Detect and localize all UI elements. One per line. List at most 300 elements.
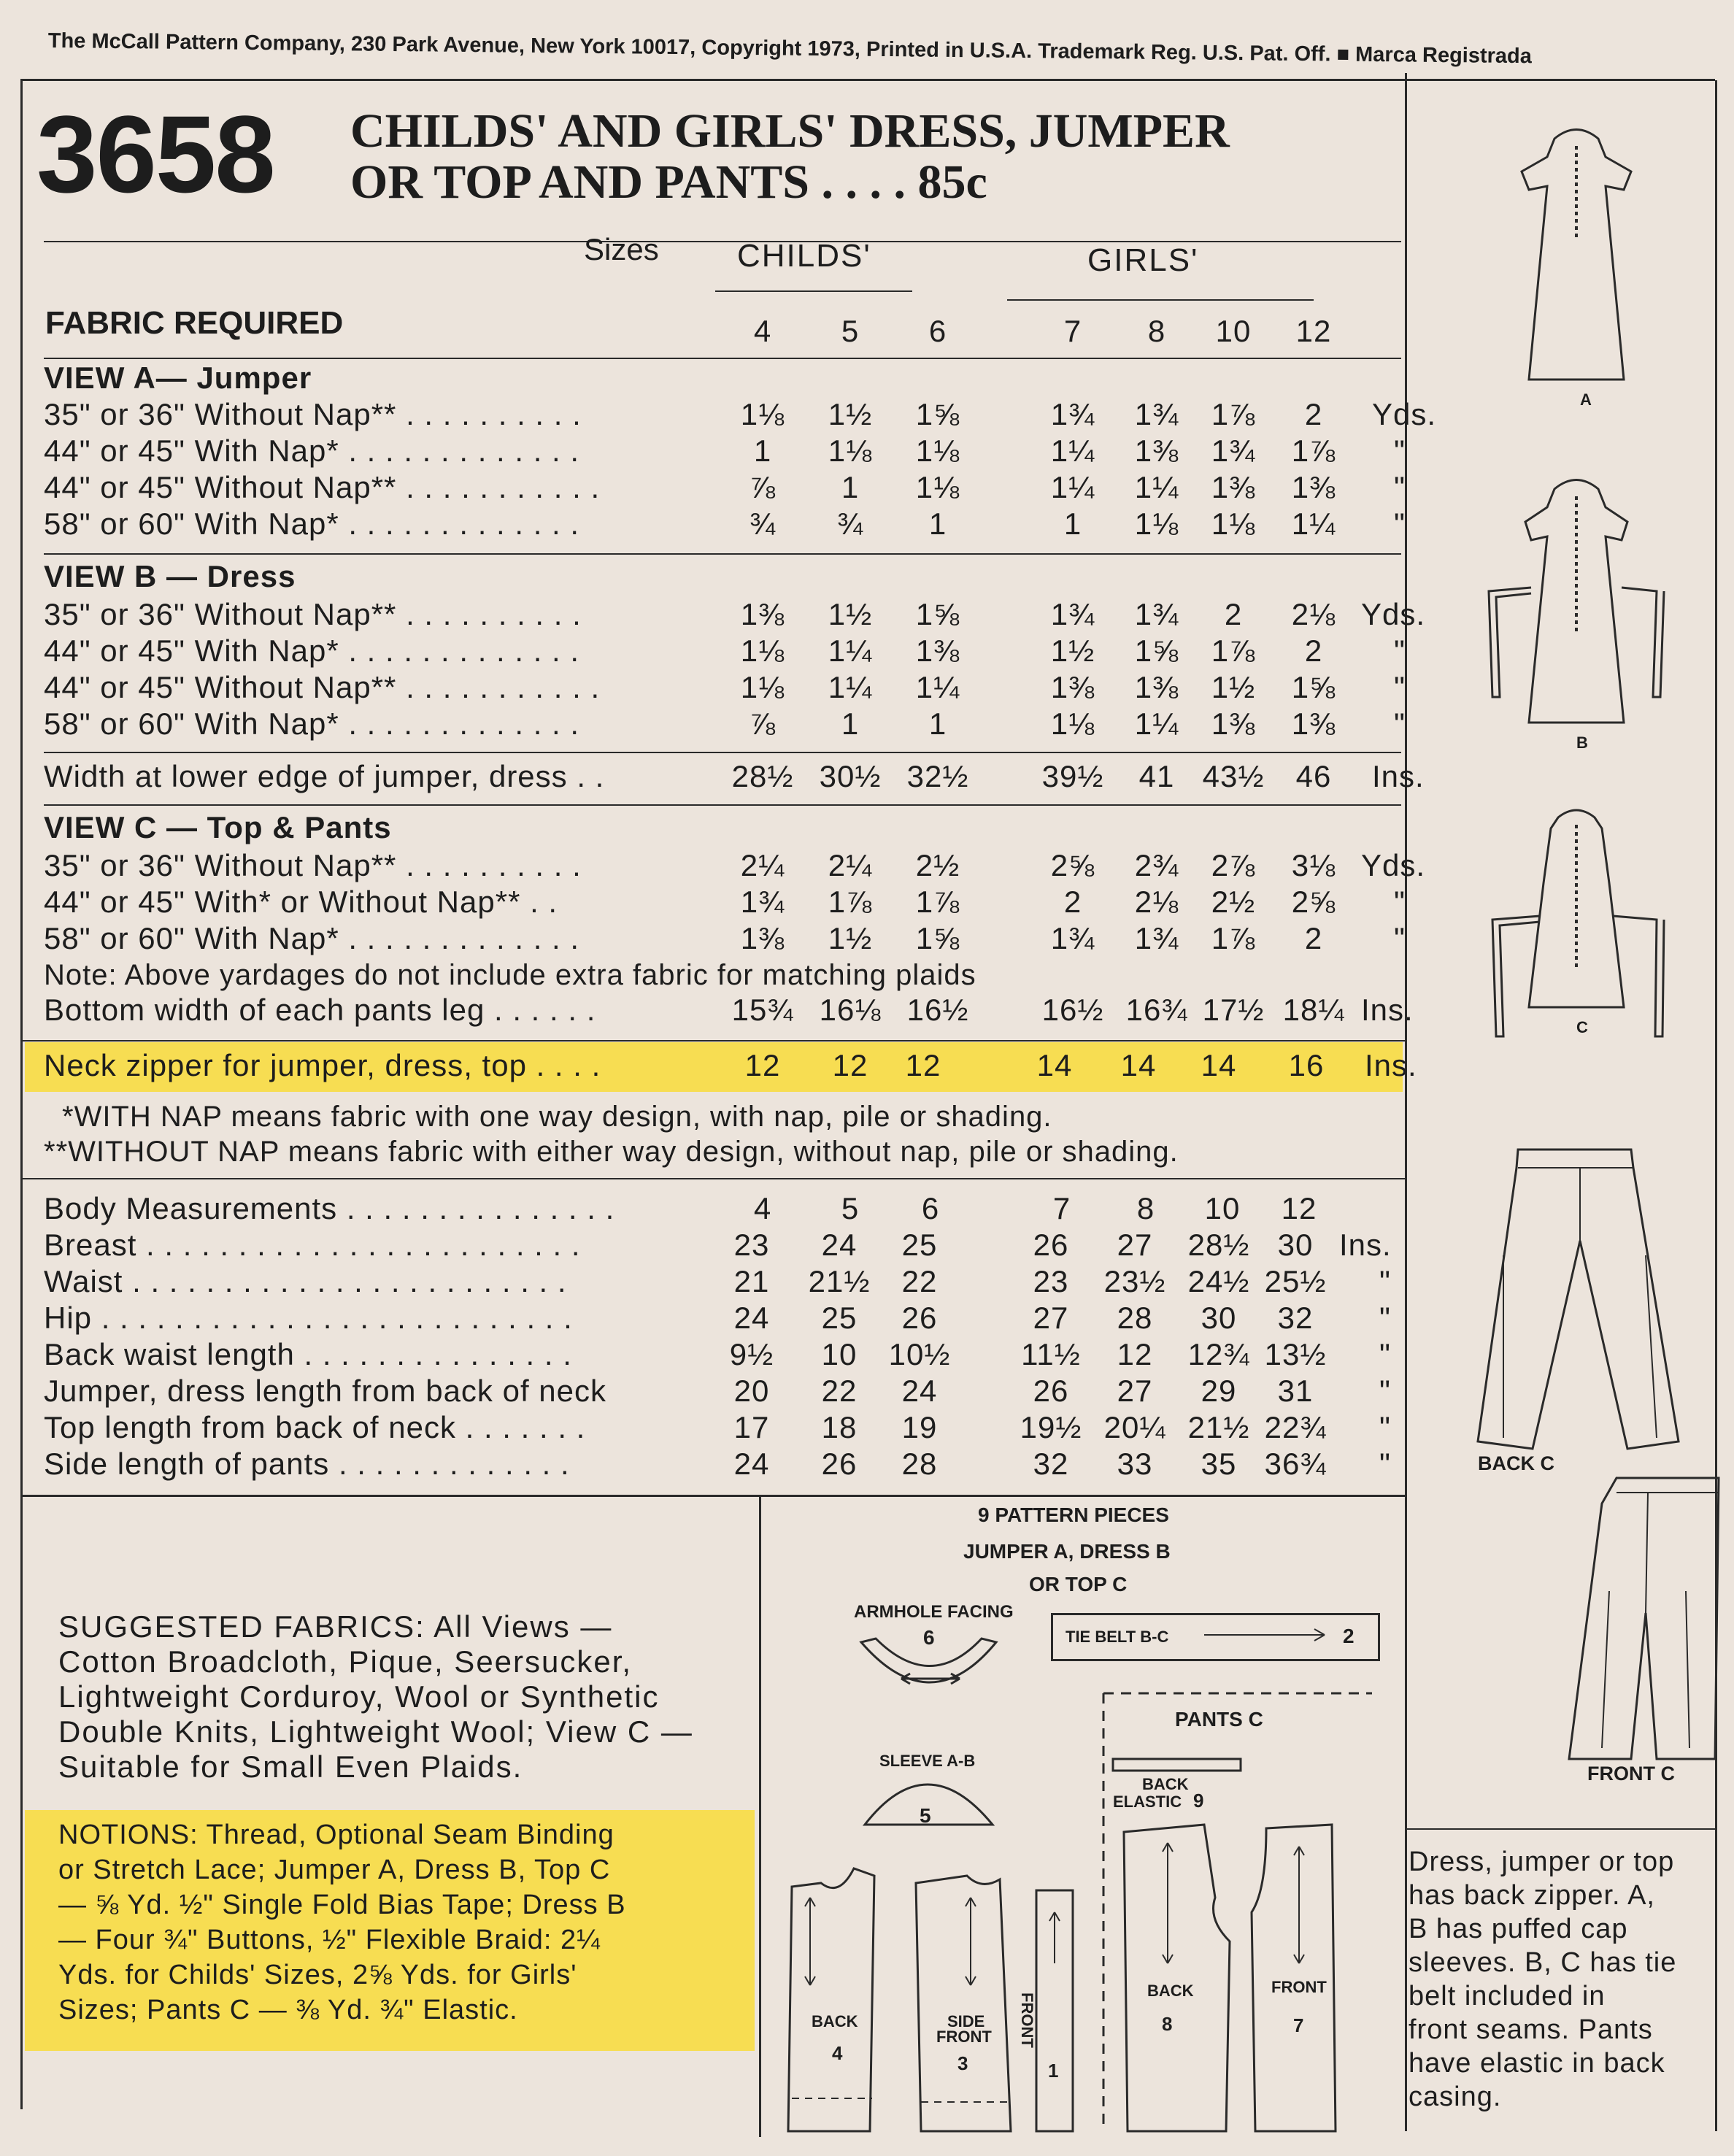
cell: 2¼ (740, 848, 785, 882)
cell: 1 (841, 470, 860, 504)
row-label: 44" or 45" With* or Without Nap** . . (44, 885, 558, 919)
cell: 19 (901, 1410, 938, 1444)
cell: 1⅛ (915, 434, 960, 468)
cell: 1 (928, 507, 947, 541)
size-header-row (44, 314, 1401, 350)
cell: 14 (1120, 1048, 1157, 1082)
cell: 27 (1117, 1374, 1153, 1408)
cell: 2⅛ (1291, 597, 1336, 631)
row-label: Side length of pants . . . . . . . . . . . . . (44, 1447, 570, 1481)
description-line: sleeves. B, C has tie (1409, 1947, 1677, 1978)
size-4: 4 (753, 314, 772, 348)
cell: 7 (1052, 1191, 1071, 1225)
cell: 1⅞ (1211, 921, 1256, 955)
waist-row (44, 1264, 1401, 1301)
jumper-length-row (44, 1374, 1401, 1410)
row-label: 58" or 60" With Nap* . . . . . . . . . . . . . (44, 707, 580, 741)
front-1-number: 1 (1048, 2060, 1059, 2082)
back-elastic-label-2: ELASTIC (1113, 1793, 1182, 1811)
cell: 1⅜ (1291, 470, 1336, 504)
tie-belt-label: TIE BELT B-C (1066, 1628, 1169, 1646)
description-line: belt included in (1409, 1981, 1606, 2011)
cell: 1 (753, 434, 772, 468)
cell: 11½ (1021, 1337, 1081, 1371)
cell: 1½ (828, 597, 873, 631)
view-a-row-4 (44, 507, 1406, 543)
cell: 39½ (1041, 759, 1104, 793)
suggested-fabrics (58, 1609, 693, 1785)
cell: 1¾ (1050, 597, 1095, 631)
row-label: 44" or 45" Without Nap** . . . . . . . . . . . (44, 470, 601, 504)
row-label: Width at lower edge of jumper, dress . . (44, 759, 605, 793)
bottom-width-row (44, 993, 1414, 1029)
fabrics-line: Lightweight Corduroy, Wool or Synthetic (58, 1679, 660, 1714)
body-measurements-header (44, 1191, 1401, 1228)
cell: 1⅞ (915, 885, 960, 919)
cell: 1⅜ (915, 634, 960, 668)
cell: 2¼ (828, 848, 873, 882)
bottom-divider (759, 1495, 761, 2137)
back-c-label: BACK C (1478, 1452, 1554, 1474)
cell: 20 (733, 1374, 770, 1408)
back-elastic-label: BACK (1142, 1775, 1189, 1793)
cell: 9½ (729, 1337, 774, 1371)
cell: 2 (1304, 397, 1323, 431)
view-c-row-2 (44, 885, 1406, 921)
tie-belt-number: 2 (1343, 1625, 1355, 1647)
cell: 22 (901, 1264, 938, 1298)
cell: 46 (1295, 759, 1332, 793)
pants-front-7-arrow (1294, 1847, 1304, 1963)
row-label: Top length from back of neck . . . . . . . (44, 1410, 586, 1444)
cell: 1½ (1050, 634, 1095, 668)
cell: 4 (753, 1191, 772, 1225)
cell: 33 (1117, 1447, 1153, 1481)
cell: 1⅛ (740, 397, 785, 431)
cell: 1⅝ (915, 597, 960, 631)
description (1409, 1845, 1676, 2114)
notions-line: or Stretch Lace; Jumper A, Dress B, Top C (58, 1855, 611, 1885)
cell: 17 (733, 1410, 770, 1444)
front-1-label: FRONT (1018, 1993, 1036, 2048)
cell: 1⅜ (1050, 670, 1095, 704)
width-lower-edge-row (44, 759, 1425, 796)
cell: 12 (1281, 1191, 1317, 1225)
row-label: 58" or 60" With Nap* . . . . . . . . . . . . . (44, 507, 580, 541)
view-b-sketch (1489, 480, 1664, 723)
view-b-row-3 (44, 670, 1406, 707)
cell: 1⅜ (740, 921, 785, 955)
sizes-label: Sizes (584, 232, 659, 266)
cell: 25½ (1264, 1264, 1327, 1298)
cell: 2¾ (1134, 848, 1179, 882)
cell: 26 (821, 1447, 858, 1481)
cell: 2½ (915, 848, 960, 882)
unit: Ins. (1361, 993, 1414, 1027)
cell: 1⅛ (740, 670, 785, 704)
sleeve-label: SLEEVE A-B (879, 1752, 976, 1770)
row-label: Breast . . . . . . . . . . . . . . . . . . . . . . . . (44, 1228, 581, 1262)
with-nap-definition: *WITH NAP means fabric with one way design, with nap, pile or shading. (62, 1101, 1052, 1133)
cell: 32 (1277, 1301, 1314, 1335)
cell: 1¾ (1050, 397, 1095, 431)
back-8-label: BACK (1147, 1982, 1194, 2000)
cell: 32 (1033, 1447, 1069, 1481)
description-line: has back zipper. A, (1409, 1880, 1655, 1911)
cell: 12 (744, 1048, 781, 1082)
cell: 14 (1036, 1048, 1073, 1082)
sleeve-number: 5 (920, 1804, 931, 1827)
pattern-number: 3658 (36, 93, 274, 215)
cell: 26 (1033, 1228, 1069, 1262)
cell: 1¾ (740, 885, 785, 919)
cell: 18¼ (1282, 993, 1345, 1027)
cell: ⅞ (749, 470, 777, 504)
unit: " (1379, 1374, 1391, 1408)
childs-label: CHILDS' (737, 238, 871, 274)
unit: " (1379, 1301, 1391, 1335)
description-line: front seams. Pants (1409, 2014, 1653, 2045)
cell: 36¾ (1264, 1447, 1327, 1481)
back-4-piece (788, 1868, 874, 2131)
cell: 1¼ (828, 670, 873, 704)
view-c-label: C (1576, 1018, 1588, 1036)
view-c-row-1 (44, 848, 1426, 885)
pattern-pieces-count: 9 PATTERN PIECES (978, 1504, 1169, 1526)
cell: 28 (901, 1447, 938, 1481)
row-label: 58" or 60" With Nap* . . . . . . . . . . . . . (44, 921, 580, 955)
notions-line: — ⅝ Yd. ½" Single Fold Bias Tape; Dress B (58, 1890, 626, 1920)
side-front-label: SIDE (947, 2012, 985, 2030)
rule-before-bottom (20, 1495, 1406, 1497)
cell: 2 (1063, 885, 1082, 919)
view-a-row-3 (44, 470, 1406, 507)
rule-after-view-a (44, 553, 1401, 555)
cell: 29 (1201, 1374, 1237, 1408)
cell: 2⅞ (1211, 848, 1256, 882)
front-7-label: FRONT (1271, 1978, 1327, 1996)
cell: 18 (821, 1410, 858, 1444)
title-line-2: OR TOP AND PANTS . . . . 85c (350, 155, 987, 209)
cell: 2 (1224, 597, 1243, 631)
cell: 28½ (1187, 1228, 1250, 1262)
unit: " (1394, 507, 1406, 541)
pants-back-8-arrow (1163, 1843, 1173, 1963)
notions-line: Yds. for Childs' Sizes, 2⅝ Yds. for Girls' (58, 1960, 577, 1990)
publisher-line: The McCall Pattern Company, 230 Park Avenue, New York 10017, Copyright 1973, Printed in U.S.A. Trademark Reg. U.S. Pat. Off. ■ Marca Registrada (47, 29, 1533, 69)
cell: 1¾ (1134, 921, 1179, 955)
cell: 23 (733, 1228, 770, 1262)
cell: 2⅛ (1134, 885, 1179, 919)
row-label: Back waist length . . . . . . . . . . . . . . . (44, 1337, 572, 1371)
back-4-arrow (805, 1898, 815, 1985)
view-b-label: B (1576, 734, 1588, 752)
view-c-row-3 (44, 921, 1406, 958)
notions-line: NOTIONS: Thread, Optional Seam Binding (58, 1820, 614, 1850)
cell: 10½ (888, 1337, 951, 1371)
cell: 1⅛ (740, 634, 785, 668)
girls-label: GIRLS' (1087, 242, 1199, 278)
cell: 1¼ (1134, 707, 1179, 741)
armhole-facing-number: 6 (923, 1626, 935, 1649)
cell: 35 (1201, 1447, 1237, 1481)
view-a-row-1 (44, 397, 1437, 434)
pattern-pieces-group-1: JUMPER A, DRESS B (963, 1540, 1171, 1563)
fabrics-line: Suitable for Small Even Plaids. (58, 1749, 523, 1784)
hem-line (792, 2098, 1011, 2102)
rule-after-width (44, 804, 1401, 806)
view-c-sketch (1492, 810, 1664, 1036)
unit: " (1394, 670, 1406, 704)
cell: 1¼ (1134, 470, 1179, 504)
unit: " (1394, 434, 1406, 468)
cell: 12¾ (1187, 1337, 1250, 1371)
cell: 1⅛ (1211, 507, 1256, 541)
cell: 3⅛ (1291, 848, 1336, 882)
description-line: casing. (1409, 2082, 1502, 2112)
cell: 23 (1033, 1264, 1069, 1298)
unit: " (1379, 1264, 1391, 1298)
plaids-note: Note: Above yardages do not include extra fabric for matching plaids (44, 959, 976, 991)
cell: 1⅛ (1050, 707, 1095, 741)
rule-before-zipper (20, 1040, 1406, 1042)
cell: 1¾ (1211, 434, 1256, 468)
cell: 24 (733, 1301, 770, 1335)
cell: 24 (821, 1228, 858, 1262)
size-10: 10 (1215, 314, 1252, 348)
unit: " (1394, 470, 1406, 504)
cell: 1½ (828, 921, 873, 955)
cell: 22¾ (1264, 1410, 1327, 1444)
cell: 2⅝ (1291, 885, 1336, 919)
back-waist-length-row (44, 1337, 1401, 1374)
cell: 1¼ (1050, 470, 1095, 504)
cell: 1¼ (915, 670, 960, 704)
cell: 1¾ (1134, 597, 1179, 631)
size-5: 5 (841, 314, 860, 348)
right-border (1715, 80, 1717, 2131)
center-divider (1405, 73, 1407, 2131)
cell: 12 (905, 1048, 941, 1082)
cell: 41 (1138, 759, 1175, 793)
view-b-row-4 (44, 707, 1406, 743)
row-label: Neck zipper for jumper, dress, top . . . . (44, 1048, 601, 1082)
cell: 1⅞ (1211, 634, 1256, 668)
neck-zipper-row (44, 1048, 1417, 1085)
cell: 1⅜ (740, 597, 785, 631)
top-length-row (44, 1410, 1401, 1447)
cell: 1⅞ (828, 885, 873, 919)
cell: 28 (1117, 1301, 1153, 1335)
side-front-number: 3 (957, 2052, 968, 2074)
view-a-title: VIEW A— Jumper (44, 361, 312, 395)
cell: 16⅛ (819, 993, 882, 1027)
childs-underline (715, 290, 912, 292)
cell: 16½ (1041, 993, 1104, 1027)
cell: ¾ (836, 507, 864, 541)
row-label: Jumper, dress length from back of neck (44, 1374, 607, 1408)
cell: 1¾ (1134, 397, 1179, 431)
cell: 16½ (906, 993, 969, 1027)
top-border (20, 79, 1715, 81)
cell: 17½ (1202, 993, 1265, 1027)
size-8: 8 (1147, 314, 1166, 348)
armhole-grain-arrow (901, 1674, 960, 1684)
cell: 2½ (1211, 885, 1256, 919)
cell: 21 (733, 1264, 770, 1298)
cell: 1⅝ (915, 397, 960, 431)
cell: 1¼ (1050, 434, 1095, 468)
cell: 24 (901, 1374, 938, 1408)
row-label: 35" or 36" Without Nap** . . . . . . . . . . (44, 397, 582, 431)
row-label: 44" or 45" With Nap* . . . . . . . . . . . . . (44, 634, 580, 668)
unit: " (1394, 634, 1406, 668)
armhole-facing-label: ARMHOLE FACING (854, 1602, 1014, 1622)
back-4-label: BACK (812, 2012, 858, 2030)
cell: 32½ (906, 759, 969, 793)
girls-underline (1007, 299, 1314, 301)
title-line-1: CHILDS' AND GIRLS' DRESS, JUMPER (350, 104, 1230, 158)
cell: 1⅛ (915, 470, 960, 504)
unit: " (1379, 1410, 1391, 1444)
cell: 1½ (1211, 670, 1256, 704)
pants-c-label: PANTS C (1175, 1708, 1263, 1730)
cell: 30½ (819, 759, 882, 793)
cell: 1½ (828, 397, 873, 431)
cell: 24 (733, 1447, 770, 1481)
unit: " (1379, 1447, 1391, 1481)
cell: 1⅛ (1134, 507, 1179, 541)
cell: 1¼ (1291, 507, 1336, 541)
size-6: 6 (928, 314, 947, 348)
side-front-arrow (966, 1898, 976, 1985)
cell: 1⅞ (1211, 397, 1256, 431)
fabrics-line: Double Knits, Lightweight Wool; View C — (58, 1714, 693, 1749)
cell: 21½ (1187, 1410, 1250, 1444)
breast-row (44, 1228, 1401, 1264)
cell: 25 (901, 1228, 938, 1262)
cell: 2 (1304, 921, 1323, 955)
rule-before-body (20, 1178, 1406, 1179)
unit: Yds. (1372, 397, 1437, 431)
cell: ¾ (749, 507, 777, 541)
fabric-required-label: FABRIC REQUIRED (45, 305, 344, 341)
unit: " (1394, 921, 1406, 955)
cell: 28½ (731, 759, 794, 793)
row-label: 44" or 45" Without Nap** . . . . . . . . . . . (44, 670, 601, 704)
size-12: 12 (1295, 314, 1332, 348)
unit: Yds. (1361, 848, 1426, 882)
notions-line: Sizes; Pants C — ⅜ Yd. ¾" Elastic. (58, 1995, 518, 2025)
pattern-pieces-group-1b: OR TOP C (1029, 1573, 1128, 1595)
view-b-title: VIEW B — Dress (44, 559, 296, 593)
cell: 1 (928, 707, 947, 741)
description-rule (1405, 1828, 1717, 1830)
cell: 27 (1117, 1228, 1153, 1262)
back-4-number: 4 (832, 2042, 843, 2064)
cell: 14 (1201, 1048, 1237, 1082)
view-a-label: A (1580, 390, 1592, 409)
unit: " (1394, 885, 1406, 919)
cell: 12 (832, 1048, 868, 1082)
view-c-title: VIEW C — Top & Pants (44, 810, 392, 844)
unit: " (1379, 1337, 1391, 1371)
back-c-pants-sketch (1478, 1150, 1679, 1449)
cell: 13½ (1264, 1337, 1327, 1371)
row-label: Waist . . . . . . . . . . . . . . . . . . . . . . . . (44, 1264, 567, 1298)
description-line: B has puffed cap (1409, 1914, 1628, 1944)
row-label: 44" or 45" With Nap* . . . . . . . . . . . . . (44, 434, 580, 468)
back-elastic-number: 9 (1193, 1790, 1204, 1812)
pants-back-8-piece (1124, 1825, 1230, 2131)
cell: 43½ (1202, 759, 1265, 793)
cell: 1⅛ (828, 434, 873, 468)
cell: 26 (1033, 1374, 1069, 1408)
cell: ⅞ (749, 707, 777, 741)
back-elastic-piece (1113, 1759, 1241, 1771)
cell: 1¾ (1050, 921, 1095, 955)
cell: 1 (1063, 507, 1082, 541)
rule-after-view-b (44, 752, 1401, 753)
front-1-piece (1036, 1890, 1073, 2131)
cell: 26 (901, 1301, 938, 1335)
view-a-sketch (1522, 130, 1631, 380)
cell: 24½ (1187, 1264, 1250, 1298)
cell: 20¼ (1103, 1410, 1166, 1444)
fabrics-line: SUGGESTED FABRICS: All Views — (58, 1609, 613, 1644)
cell: 1⅜ (1134, 670, 1179, 704)
fabrics-line: Cotton Broadcloth, Pique, Seersucker, (58, 1644, 633, 1679)
unit: Yds. (1361, 597, 1426, 631)
front-7-number: 7 (1293, 2014, 1304, 2036)
cell: 21½ (808, 1264, 871, 1298)
cell: 19½ (1020, 1410, 1082, 1444)
cell: 1⅜ (1291, 707, 1336, 741)
cell: 15¾ (731, 993, 794, 1027)
cell: 10 (821, 1337, 858, 1371)
unit: Ins. (1372, 759, 1425, 793)
cell: 25 (821, 1301, 858, 1335)
view-b-row-1 (44, 597, 1426, 634)
front-c-label: FRONT C (1587, 1763, 1675, 1785)
cell: 22 (821, 1374, 858, 1408)
hip-row (44, 1301, 1401, 1337)
rule-after-sizes (44, 358, 1401, 359)
cell: 27 (1033, 1301, 1069, 1335)
unit: " (1394, 707, 1406, 741)
cell: 1⅝ (915, 921, 960, 955)
cell: 1⅝ (1134, 634, 1179, 668)
cell: 16 (1288, 1048, 1325, 1082)
size-7: 7 (1063, 314, 1082, 348)
cell: 1⅜ (1211, 470, 1256, 504)
cell: 1⅝ (1291, 670, 1336, 704)
description-line: have elastic in back (1409, 2048, 1665, 2079)
cell: 23½ (1103, 1264, 1166, 1298)
left-border (20, 80, 23, 2109)
back-8-number: 8 (1162, 2013, 1173, 2035)
row-label: Hip . . . . . . . . . . . . . . . . . . . . . . . . . . (44, 1301, 573, 1335)
side-front-piece (916, 1876, 1011, 2131)
view-b-row-2 (44, 634, 1406, 670)
unit: Ins. (1365, 1048, 1417, 1082)
row-label: Body Measurements . . . . . . . . . . . . . . . (44, 1191, 615, 1225)
cell: 1¼ (828, 634, 873, 668)
cell: 1⅜ (1211, 707, 1256, 741)
unit: Ins. (1339, 1228, 1392, 1262)
cell: 1 (841, 707, 860, 741)
row-label: 35" or 36" Without Nap** . . . . . . . . . . (44, 597, 582, 631)
